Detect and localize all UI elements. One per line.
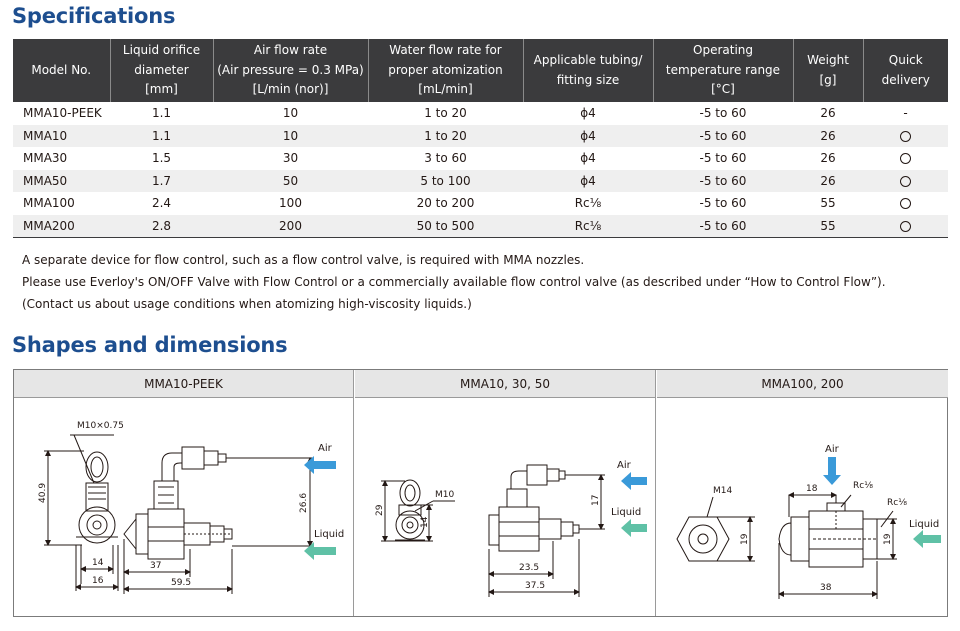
dim-w1: 14 bbox=[92, 558, 104, 568]
table-row: MMA100 2.4 100 20 to 200 Rc⅛ -5 to 60 55 bbox=[13, 192, 948, 215]
circle-icon bbox=[900, 221, 911, 232]
dim-port-height: 17 bbox=[591, 494, 601, 506]
shapes-dimensions-panel bbox=[13, 369, 948, 617]
circle-icon bbox=[900, 131, 911, 142]
drawing-title: MMA10-PEEK bbox=[14, 370, 353, 398]
quick-delivery-cell bbox=[863, 192, 948, 215]
drawing-mma100-200 bbox=[657, 370, 948, 616]
spec-notes bbox=[22, 249, 886, 315]
air-arrow-icon bbox=[621, 472, 647, 490]
table-row: MMA50 1.7 50 5 to 100 ϕ4 -5 to 60 26 bbox=[13, 170, 948, 193]
mma10-30-50-drawing bbox=[355, 399, 656, 617]
label-air: Air bbox=[318, 443, 332, 454]
quick-delivery-cell bbox=[863, 215, 948, 238]
dim-height: 40.9 bbox=[38, 482, 48, 503]
dim-port-height: 26.6 bbox=[299, 492, 309, 513]
note-line: Please use Everloy's ON/OFF Valve with Flow Control or a commercially available flow control valve (as described under “How to Control Flow”). bbox=[22, 275, 886, 289]
liquid-arrow-icon bbox=[621, 519, 647, 537]
note-line: (Contact us about usage conditions when atomizing high-viscosity liquids.) bbox=[22, 297, 472, 311]
circle-icon bbox=[900, 153, 911, 164]
drawing-title: MMA100, 200 bbox=[657, 370, 948, 398]
drawing-mma10-peek bbox=[14, 370, 354, 616]
label-liquid: Liquid bbox=[909, 519, 940, 530]
note-line: A separate device for flow control, such as a flow control valve, is required with MMA nozzles. bbox=[22, 253, 585, 267]
label-air: Air bbox=[617, 460, 631, 471]
table-header-row bbox=[13, 39, 948, 102]
dim-len1: 23.5 bbox=[519, 563, 540, 573]
table-row: MMA10 1.1 10 1 to 20 ϕ4 -5 to 60 26 bbox=[13, 125, 948, 148]
shapes-heading: Shapes and dimensions bbox=[12, 333, 288, 357]
col-header-air-flow: Air flow rate (Air pressure = 0.3 MPa) [L/min (nor)] bbox=[213, 39, 368, 102]
table-row: MMA10-PEEK 1.1 10 1 to 20 ϕ4 -5 to 60 26 - bbox=[13, 102, 948, 125]
specifications-heading: Specifications bbox=[12, 4, 176, 28]
col-header-fitting: Applicable tubing/ fitting size bbox=[523, 39, 653, 102]
dim-port-height: 19 bbox=[883, 533, 893, 545]
table-row: MMA200 2.8 200 50 to 500 Rc⅛ -5 to 60 55 bbox=[13, 215, 948, 238]
circle-icon bbox=[900, 198, 911, 209]
dim-thread: M10 bbox=[435, 490, 455, 500]
col-header-orifice: Liquid orifice diameter [mm] bbox=[110, 39, 213, 102]
col-header-model: Model No. bbox=[13, 39, 110, 102]
dim-w1: 14 bbox=[420, 516, 430, 528]
quick-delivery-cell bbox=[863, 125, 948, 148]
dim-w2: 16 bbox=[92, 576, 104, 586]
table-row: MMA30 1.5 30 3 to 60 ϕ4 -5 to 60 26 bbox=[13, 147, 948, 170]
dim-len0: 18 bbox=[806, 484, 818, 494]
mma100-200-drawing bbox=[657, 399, 948, 617]
dim-len2: 59.5 bbox=[171, 578, 192, 588]
dim-thread: M10×0.75 bbox=[77, 421, 124, 431]
label-liquid: Liquid bbox=[611, 507, 642, 518]
dim-len1: 38 bbox=[820, 583, 832, 593]
drawing-mma10-30-50 bbox=[355, 370, 656, 616]
liquid-arrow-icon bbox=[304, 542, 336, 560]
dim-height: 29 bbox=[375, 504, 385, 516]
dim-len1: 37 bbox=[150, 561, 162, 571]
quick-delivery-cell bbox=[863, 147, 948, 170]
air-arrow-icon bbox=[304, 456, 336, 474]
col-header-temperature: Operating temperature range [°C] bbox=[653, 39, 793, 102]
dim-rc1: Rc⅛ bbox=[853, 481, 873, 491]
label-air: Air bbox=[825, 444, 839, 455]
dim-len2: 37.5 bbox=[525, 581, 546, 591]
dim-height: 19 bbox=[740, 533, 750, 545]
drawing-title: MMA10, 30, 50 bbox=[355, 370, 655, 398]
col-header-weight: Weight [g] bbox=[793, 39, 863, 102]
col-header-quick-delivery: Quick delivery bbox=[863, 39, 948, 102]
air-arrow-icon bbox=[823, 457, 841, 485]
mma10-peek-drawing bbox=[14, 399, 354, 617]
col-header-water-flow: Water flow rate for proper atomization [mL/min] bbox=[368, 39, 523, 102]
circle-icon bbox=[900, 176, 911, 187]
specifications-table bbox=[13, 39, 948, 238]
dim-rc2: Rc⅛ bbox=[887, 498, 907, 508]
quick-delivery-cell bbox=[863, 170, 948, 193]
dim-thread: M14 bbox=[713, 486, 733, 496]
quick-delivery-cell: - bbox=[903, 106, 908, 121]
label-liquid: Liquid bbox=[314, 529, 345, 540]
liquid-arrow-icon bbox=[913, 530, 941, 548]
